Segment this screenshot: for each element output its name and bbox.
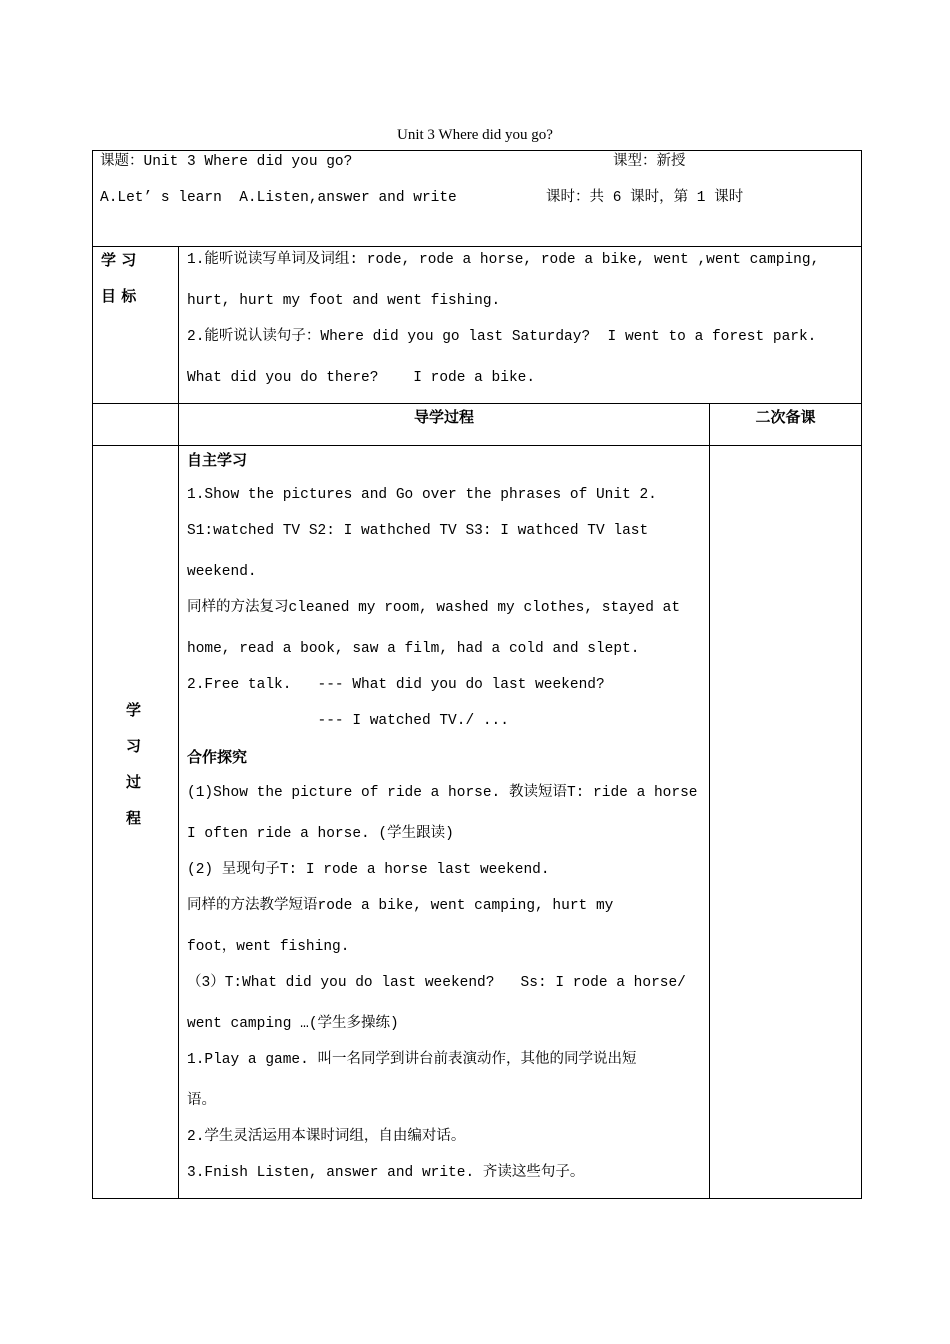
cooperation-line: went camping …(学生多操练) — [187, 1016, 399, 1032]
lesson-type-label: 课型：新授 — [613, 154, 686, 170]
self-study-line: 2.Free talk. --- What did you do last weekend? — [187, 677, 605, 693]
cooperation-line: I often ride a horse. (学生跟读) — [187, 826, 454, 842]
table-border-top — [92, 150, 862, 151]
table-border-left — [92, 150, 93, 1199]
cooperation-line: foot，went fishing. — [187, 939, 350, 955]
row-divider-1 — [92, 246, 862, 247]
process-side-label-2: 习 — [126, 737, 142, 755]
process-side-label-4: 程 — [126, 809, 142, 827]
row-divider-2 — [92, 403, 862, 404]
goals-label-line-1: 学 习 — [101, 251, 137, 269]
self-study-line: weekend. — [187, 564, 257, 580]
cooperation-line: 语。 — [187, 1093, 216, 1109]
lesson-period-label: 课时：共 6 课时，第 1 课时 — [546, 190, 744, 206]
row-divider-3 — [92, 445, 862, 446]
goal-line-4: What did you do there? I rode a bike. — [187, 370, 536, 386]
document-title: Unit 3 Where did you go? — [397, 127, 553, 143]
self-study-line: home, read a book, saw a film, had a cold and slept. — [187, 641, 640, 657]
goals-label-line-2: 目 标 — [101, 287, 137, 305]
cooperation-line: (1)Show the picture of ride a horse. 教读短语T: ride a horse — [187, 785, 698, 801]
goal-line-3: 2.能听说认读句子：Where did you go last Saturday? I went to a forest park. — [187, 329, 817, 345]
cooperation-line: 3.Fnish Listen, answer and write. 齐读这些句子。 — [187, 1165, 585, 1181]
self-study-line: --- I watched TV./ ... — [187, 713, 509, 729]
cooperation-line: （3）T:What did you do last weekend? Ss: I rode a horse/ — [187, 975, 686, 991]
goal-line-2: hurt, hurt my foot and went fishing. — [187, 293, 501, 309]
section-heading-self-study: 自主学习 — [187, 451, 248, 469]
process-side-label-1: 学 — [126, 701, 142, 719]
cooperation-line: 1.Play a game. 叫一名同学到讲台前表演动作，其他的同学说出短 — [187, 1052, 637, 1068]
cooperation-line: 2.学生灵活运用本课时词组，自由编对话。 — [187, 1129, 466, 1145]
goal-line-1: 1.能听说读写单词及词组: rode, rode a horse, rode a bike, went ,went camping, — [187, 252, 820, 268]
table-border-bottom — [92, 1198, 862, 1199]
self-study-line: 1.Show the pictures and Go over the phrases of Unit 2. — [187, 487, 657, 503]
col-divider-1 — [178, 246, 179, 1199]
second-prep-column-header: 二次备课 — [755, 408, 816, 426]
topic-label: 课题：Unit 3 Where did you go? — [100, 154, 353, 170]
process-column-header: 导学过程 — [413, 408, 474, 426]
process-side-label-3: 过 — [126, 773, 142, 791]
table-border-right — [861, 150, 862, 1199]
section-heading-cooperation: 合作探究 — [187, 748, 248, 766]
self-study-line: 同样的方法复习cleaned my room, washed my clothes, stayed at — [187, 600, 681, 616]
cooperation-line: 同样的方法教学短语rode a bike, went camping, hurt my — [187, 898, 614, 914]
lesson-content-label: A.Let’ s learn A.Listen,answer and write — [100, 190, 457, 206]
col-divider-2 — [709, 403, 710, 1199]
self-study-line: S1:watched TV S2: I wathched TV S3: I wathced TV last — [187, 523, 649, 539]
cooperation-line: (2) 呈现句子T: I rode a horse last weekend. — [187, 862, 550, 878]
